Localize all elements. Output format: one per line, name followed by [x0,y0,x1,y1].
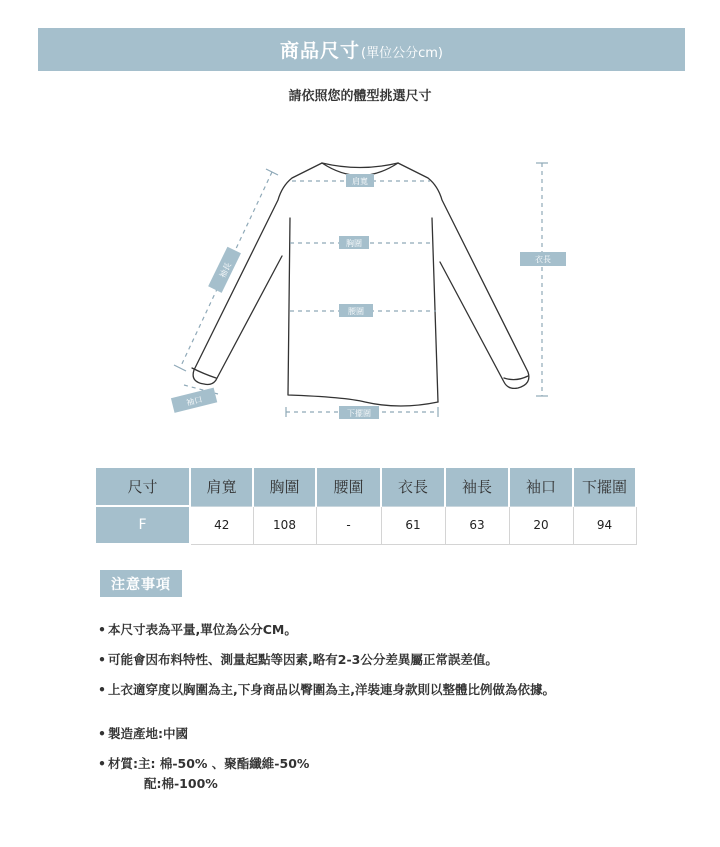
table-header-hem: 下擺圍 [573,467,636,506]
table-header-chest: 胸圍 [253,467,316,506]
table-header-waist: 腰圍 [316,467,381,506]
table-cell-chest: 108 [253,506,316,544]
label-chest [339,236,369,249]
bullet-icon: • [98,756,106,771]
table-cell-shoulder: 42 [190,506,253,544]
header-subtitle: (單位公分cm) [361,46,443,61]
material-sub-text: 配:棉-100% [144,776,218,791]
label-hem-text: 下擺圍 [347,409,371,418]
table-header-row [95,467,636,506]
table-cell-sleeve: 63 [445,506,509,544]
table-cell-cuff: 20 [509,506,573,544]
notice-text: 本尺寸表為平量,單位為公分CM。 [108,622,297,637]
bullet-icon: • [98,726,106,741]
sweater-outline [192,163,529,406]
table-row [95,506,636,544]
label-cuff-text: 袖口 [185,394,204,408]
size-table [94,466,637,545]
notice-item [98,650,498,668]
table-header-shoulder: 肩寬 [190,467,253,506]
table-cell-length: 61 [381,506,445,544]
instruction-text: 請依照您的體型挑選尺寸 [288,89,432,104]
notice-title: 注意事項 [100,570,182,597]
notice-item [98,620,297,638]
bullet-icon: • [98,622,106,637]
material-item [98,754,309,772]
table-cell-hem: 94 [573,506,636,544]
table-cell-size: F [95,506,190,544]
table-header-cuff: 袖口 [509,467,573,506]
table-header-sleeve: 袖長 [445,467,509,506]
label-shoulder [346,174,374,187]
table-header-size: 尺寸 [95,467,190,506]
origin-text: 製造產地:中國 [108,726,188,741]
label-waist-text: 腰圍 [348,307,364,316]
label-hem [339,406,379,419]
notice-text: 可能會因布料特性、測量起點等因素,略有2-3公分差異屬正常誤差值。 [108,652,498,667]
origin-item [98,724,188,742]
label-sleeve-text: 袖長 [217,261,234,280]
label-length-text: 衣長 [535,255,551,264]
label-shoulder-text: 肩寬 [352,177,368,186]
material-sub-item [98,774,218,792]
header-title: 商品尺寸 [280,40,361,62]
label-cuff [171,388,217,413]
label-waist [339,304,373,317]
notice-item [98,680,555,698]
label-chest-text: 胸圍 [346,239,362,248]
bullet-icon: • [98,652,106,667]
table-cell-waist: - [316,506,381,544]
material-main-text: 材質:主: 棉-50% 、聚酯纖維-50% [108,756,310,771]
label-length [520,252,566,266]
notice-text: 上衣適穿度以胸圍為主,下身商品以臀圍為主,洋裝連身款則以整體比例做為依據。 [108,682,555,697]
bullet-icon: • [98,682,106,697]
table-header-length: 衣長 [381,467,445,506]
